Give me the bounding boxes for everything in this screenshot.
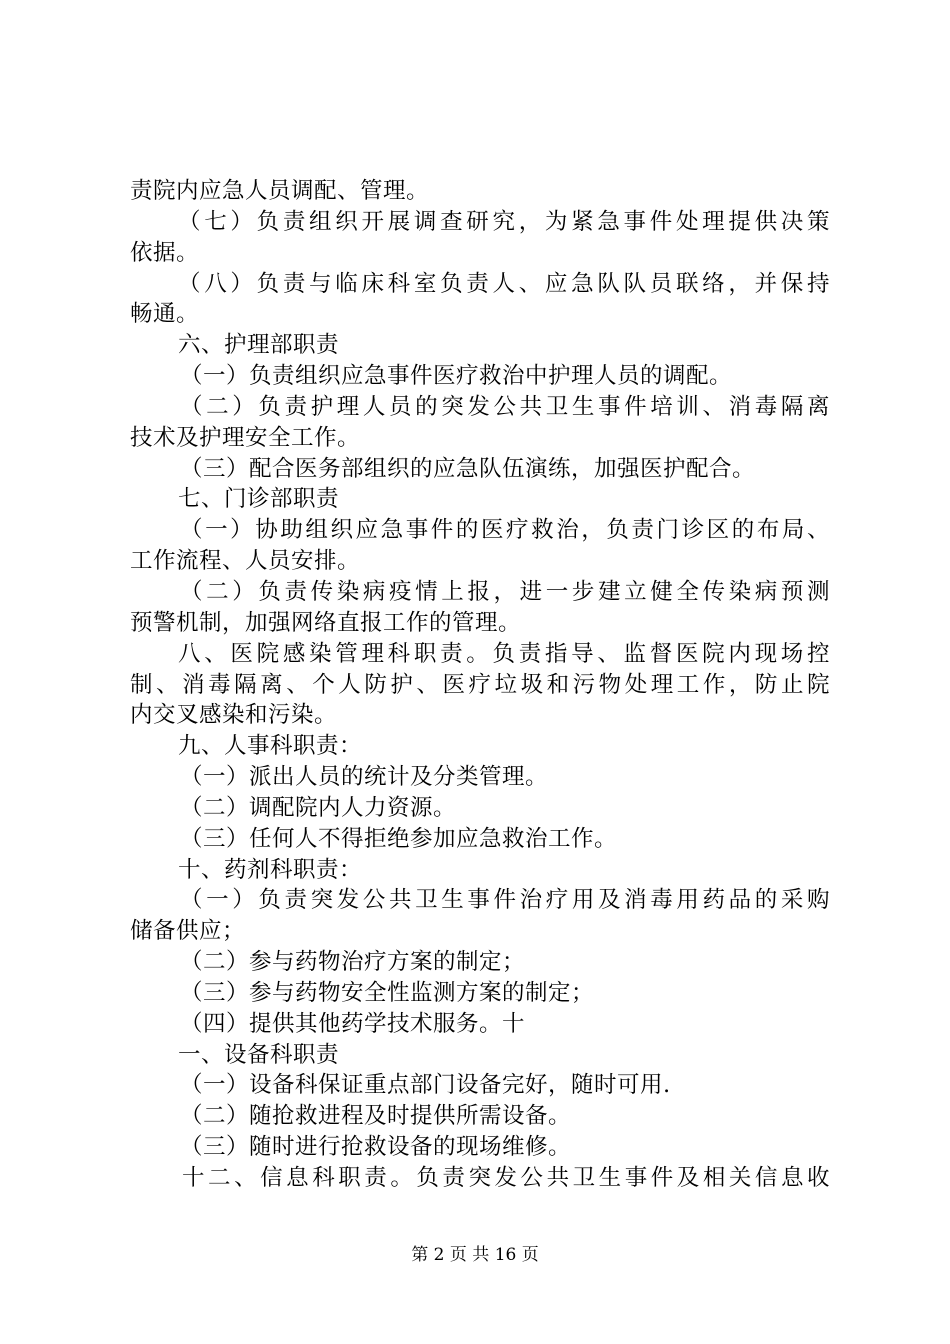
text-line: 技术及护理安全工作。 xyxy=(130,424,361,451)
text-line: 依据。 xyxy=(130,239,200,266)
text-line: （四）提供其他药学技术服务。十 xyxy=(180,1010,526,1037)
text-line: （七）负责组织开展调查研究，为紧急事件处理提供决策 xyxy=(178,208,830,235)
text-line: 制、消毒隔离、个人防护、医疗垃圾和污物处理工作，防止院 xyxy=(130,671,830,698)
text-line: 十二、信息科职责。负责突发公共卫生事件及相关信息收 xyxy=(182,1165,830,1191)
text-line: （二）负责传染病疫情上报，进一步建立健全传染病预测 xyxy=(180,578,830,605)
text-line: 储备供应； xyxy=(130,918,246,945)
text-line: 畅通。 xyxy=(130,301,200,328)
text-line: （一）设备科保证重点部门设备完好，随时可用. xyxy=(180,1072,671,1099)
text-line: （二）调配院内人力资源。 xyxy=(180,794,457,821)
text-line: （三）配合医务部组织的应急队伍演练，加强医护配合。 xyxy=(180,455,756,482)
text-line: （八）负责与临床科室负责人、应急队队员联络，并保持 xyxy=(178,270,830,297)
text-line: （二）参与药物治疗方案的制定； xyxy=(180,949,526,976)
text-line: （一）协助组织应急事件的医疗救治，负责门诊区的布局、 xyxy=(180,517,830,544)
text-line: 七、门诊部职责 xyxy=(178,486,340,513)
page-footer: 第 2 页 共 16 页 xyxy=(411,1245,539,1265)
text-line: 一、设备科职责 xyxy=(178,1041,340,1068)
text-line: （二）随抢救进程及时提供所需设备。 xyxy=(180,1103,572,1130)
text-line: （三）随时进行抢救设备的现场维修。 xyxy=(180,1134,572,1161)
body-text xyxy=(130,176,830,1194)
text-line: （三）任何人不得拒绝参加应急救治工作。 xyxy=(180,825,618,852)
text-line: 八、医院感染管理科职责。负责指导、监督医院内现场控 xyxy=(178,640,830,667)
text-line: （三）参与药物安全性监测方案的制定； xyxy=(180,979,595,1006)
text-line: （二）负责护理人员的突发公共卫生事件培训、消毒隔离 xyxy=(180,393,830,420)
text-line: 工作流程、人员安排。 xyxy=(130,548,361,575)
text-line: （一）负责突发公共卫生事件治疗用及消毒用药品的采购 xyxy=(180,887,830,914)
text-line: 内交叉感染和污染。 xyxy=(130,702,338,729)
text-line: （一）派出人员的统计及分类管理。 xyxy=(180,764,549,791)
text-line: 预警机制，加强网络直报工作的管理。 xyxy=(130,609,522,636)
text-line: （一）负责组织应急事件医疗救治中护理人员的调配。 xyxy=(180,363,733,390)
text-line: 六、护理部职责 xyxy=(178,332,340,359)
text-line: 责院内应急人员调配、管理。 xyxy=(130,178,430,204)
text-line: 九、人事科职责： xyxy=(178,733,363,760)
text-line: 十、药剂科职责： xyxy=(178,856,363,883)
